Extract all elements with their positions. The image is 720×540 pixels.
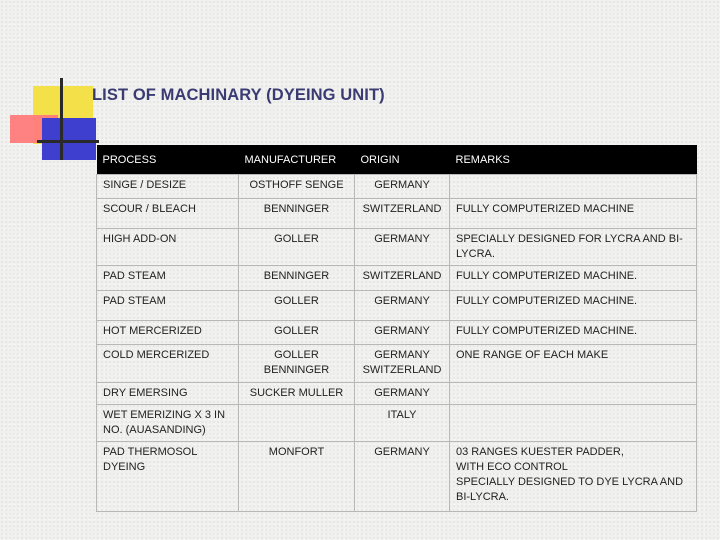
- remarks-text: FULLY COMPUTERIZED MACHINE.: [456, 295, 638, 307]
- table-row: [97, 442, 697, 512]
- origin-text: GERMANY: [374, 325, 430, 337]
- remarks-cell: [450, 442, 697, 512]
- manufacturer-cell: [239, 199, 355, 229]
- manufacturer-cell: [239, 383, 355, 405]
- manufacturer-cell: [239, 229, 355, 266]
- process-text: PAD STEAM: [103, 270, 166, 282]
- manufacturer-text: BENNINGER: [263, 364, 330, 376]
- origin-text: GERMANY: [374, 387, 430, 399]
- table-row: [97, 405, 697, 442]
- process-cell: [97, 229, 239, 266]
- origin-cell: [355, 321, 450, 345]
- process-cell: [97, 405, 239, 442]
- origin-cell: [355, 175, 450, 199]
- header-origin: ORIGIN: [355, 145, 450, 175]
- remarks-text: ONE RANGE OF EACH MAKE: [456, 349, 609, 361]
- manufacturer-text: BENNINGER: [263, 270, 330, 282]
- remarks-cell: [450, 229, 697, 266]
- manufacturer-cell: [239, 345, 355, 383]
- remarks-text: SPECIALLY DESIGNED FOR LYCRA AND BI-LYCRA.: [456, 233, 683, 260]
- process-text: SINGE / DESIZE: [103, 179, 187, 191]
- remarks-text: FULLY COMPUTERIZED MACHINE.: [456, 270, 638, 282]
- process-text: HIGH ADD-ON: [103, 233, 177, 245]
- manufacturer-text: GOLLER: [274, 349, 319, 361]
- header-manufacturer: MANUFACTURER: [239, 145, 355, 175]
- origin-text: GERMANY: [374, 179, 430, 191]
- table-row: [97, 175, 697, 199]
- origin-cell: [355, 345, 450, 383]
- table-row: [97, 199, 697, 229]
- remarks-cell: [450, 175, 697, 199]
- remarks-text: 03 RANGES KUESTER PADDER,: [456, 446, 624, 458]
- origin-cell: [355, 199, 450, 229]
- origin-cell: [355, 229, 450, 266]
- manufacturer-cell: [239, 291, 355, 321]
- table-row: [97, 229, 697, 266]
- remarks-cell: [450, 321, 697, 345]
- process-cell: [97, 175, 239, 199]
- remarks-text: WITH ECO CONTROL: [456, 461, 568, 473]
- process-text: PAD STEAM: [103, 295, 166, 307]
- process-text: COLD MERCERIZED: [103, 349, 210, 361]
- process-cell: [97, 291, 239, 321]
- manufacturer-text: GOLLER: [274, 325, 319, 337]
- manufacturer-cell: [239, 405, 355, 442]
- table-header-row: [97, 145, 697, 175]
- origin-cell: [355, 442, 450, 512]
- manufacturer-text: BENNINGER: [263, 203, 330, 215]
- remarks-cell: [450, 199, 697, 229]
- table-row: [97, 321, 697, 345]
- header-remarks: REMARKS: [450, 145, 697, 175]
- page-title: LIST OF MACHINARY (DYEING UNIT): [92, 86, 385, 104]
- origin-text: GERMANY: [374, 295, 430, 307]
- remarks-cell: [450, 383, 697, 405]
- origin-text: GERMANY: [374, 446, 430, 458]
- process-cell: [97, 383, 239, 405]
- origin-text: ITALY: [387, 409, 417, 421]
- process-text: PAD THERMOSOL DYEING: [103, 446, 197, 473]
- remarks-text: SPECIALLY DESIGNED TO DYE LYCRA AND BI-LYCRA.: [456, 476, 684, 503]
- manufacturer-cell: [239, 175, 355, 199]
- process-cell: [97, 199, 239, 229]
- origin-text: GERMANY: [374, 349, 430, 361]
- remarks-text: FULLY COMPUTERIZED MACHINE.: [456, 325, 638, 337]
- decorative-squares: [0, 0, 110, 170]
- manufacturer-text: MONFORT: [268, 446, 325, 458]
- process-cell: [97, 266, 239, 291]
- machinery-table: [96, 145, 697, 512]
- table-row: [97, 266, 697, 291]
- process-text: DRY EMERSING: [103, 387, 188, 399]
- remarks-text: FULLY COMPUTERIZED MACHINE: [456, 203, 635, 215]
- header-process: PROCESS: [97, 145, 239, 175]
- process-text: HOT MERCERIZED: [103, 325, 202, 337]
- origin-text: SWITZERLAND: [362, 364, 442, 376]
- remarks-cell: [450, 345, 697, 383]
- process-cell: [97, 442, 239, 512]
- manufacturer-text: GOLLER: [274, 233, 319, 245]
- horizontal-line: [37, 140, 99, 143]
- manufacturer-cell: [239, 266, 355, 291]
- table-row: [97, 291, 697, 321]
- remarks-cell: [450, 266, 697, 291]
- process-cell: [97, 321, 239, 345]
- blue-square: [42, 118, 96, 160]
- origin-text: GERMANY: [374, 233, 430, 245]
- origin-text: SWITZERLAND: [362, 270, 442, 282]
- origin-cell: [355, 291, 450, 321]
- origin-text: SWITZERLAND: [362, 203, 442, 215]
- manufacturer-cell: [239, 321, 355, 345]
- origin-cell: [355, 266, 450, 291]
- origin-cell: [355, 383, 450, 405]
- process-text: SCOUR / BLEACH: [103, 203, 196, 215]
- table-body: [97, 175, 697, 512]
- remarks-cell: [450, 291, 697, 321]
- process-text: WET EMERIZING X 3 IN NO. (AUASANDING): [103, 409, 226, 436]
- process-cell: [97, 345, 239, 383]
- manufacturer-text: OSTHOFF SENGE: [249, 179, 344, 191]
- origin-cell: [355, 405, 450, 442]
- table-row: [97, 383, 697, 405]
- manufacturer-text: SUCKER MULLER: [249, 387, 344, 399]
- table-row: [97, 345, 697, 383]
- manufacturer-cell: [239, 442, 355, 512]
- remarks-cell: [450, 405, 697, 442]
- vertical-line: [60, 78, 63, 160]
- manufacturer-text: GOLLER: [274, 295, 319, 307]
